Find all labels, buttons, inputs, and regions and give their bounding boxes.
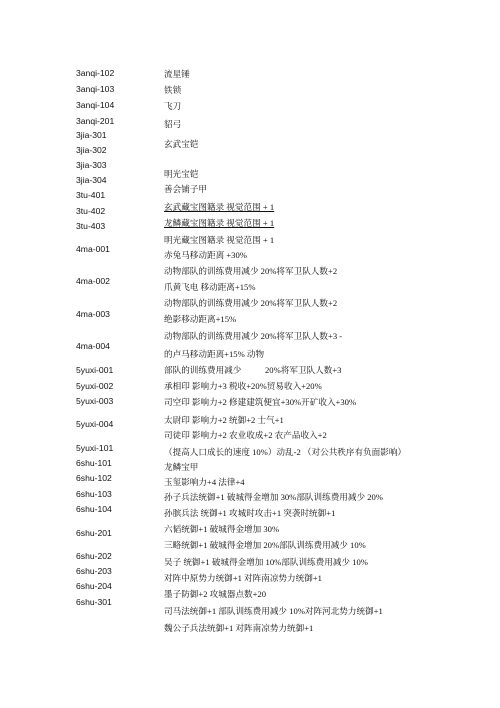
item-description: 墨子防御+2 攻城器点数+20 [164, 589, 267, 599]
item-description: 孙子兵法统御+1 破城得金增加 30%部队训练费用减少 20% [164, 492, 383, 502]
item-description: 三略统御+1 破城得金增加 20%部队训练费用减少 10% [164, 540, 366, 550]
item-id: 3tu-403 [76, 221, 106, 231]
item-id: 3anqi-102 [76, 68, 115, 78]
item-description: 司徒印 影响力+2 农业收成+2 农产品收入+2 [164, 430, 327, 440]
item-id: 6shu-102 [76, 473, 112, 483]
item-description: 的卢马移动距离+15% 动物 [164, 349, 265, 359]
item-description: （提高人口成长的速度 10%）动乱-2 （对公共秩序有负面影响） [164, 447, 407, 457]
item-id: 4ma-002 [76, 276, 110, 286]
item-description: 司马法统御+1 部队训练费用减少 10%对阵河北势力统御+1 [164, 606, 383, 616]
item-id: 3jia-304 [76, 175, 107, 185]
item-description: 流星锤 [164, 69, 190, 79]
item-description: 绝影移动距离+15% [164, 314, 237, 324]
item-description: 动物部队的训练费用减少 20%将军卫队人数+2 [164, 298, 338, 308]
item-id: 4ma-004 [76, 341, 110, 351]
item-id: 3jia-301 [76, 130, 107, 140]
item-description: 飞刀 [164, 101, 182, 111]
item-id: 5yuxi-001 [76, 365, 114, 375]
item-id: 3jia-302 [76, 145, 107, 155]
item-description: 铁锁 [164, 85, 182, 95]
item-id: 5yuxi-002 [76, 381, 114, 391]
item-description: 孙膑兵法 统御+1 攻城时攻击+1 突袭时统御+1 [164, 508, 336, 518]
item-description: 玄武宝铠 [164, 139, 199, 149]
item-description: 动物部队的训练费用减少 20%将军卫队人数+2 [164, 266, 338, 276]
item-description: 太尉印 影响力+2 统御+2 士气+1 [164, 415, 284, 425]
item-id: 6shu-301 [76, 597, 112, 607]
item-id: 6shu-203 [76, 566, 112, 576]
item-description: 六韬统御+1 破城得金增加 30% [164, 524, 280, 534]
item-description: 20%将军卫队人数+3 [265, 365, 342, 375]
item-description: 貂弓 [164, 119, 182, 129]
item-id: 6shu-103 [76, 489, 112, 499]
item-description: 部队的训练费用减少 [164, 365, 242, 375]
item-description: 吴子 统御+1 破城得金增加 10%部队训练费用减少 10% [164, 557, 368, 567]
item-description: 龙鳞宝甲 [164, 462, 199, 472]
item-id: 5yuxi-101 [76, 443, 114, 453]
item-id: 4ma-001 [76, 244, 110, 254]
item-id: 6shu-101 [76, 458, 112, 468]
item-description: 司空印 影响力+2 修建建筑便宜+30%开矿收入+30% [164, 397, 357, 407]
item-id: 4ma-003 [76, 309, 110, 319]
item-description: 对阵中原势力统御+1 对阵南凉势力统御+1 [164, 573, 322, 583]
item-id: 3anqi-103 [76, 84, 115, 94]
item-description: 承相印 影响力+3 税收+20%贸易收入+20% [164, 381, 322, 391]
item-id: 3tu-401 [76, 190, 106, 200]
item-id: 6shu-104 [76, 504, 112, 514]
item-description: 善会铺子甲 [164, 184, 207, 194]
item-id: 3jia-303 [76, 160, 107, 170]
item-id: 3tu-402 [76, 206, 106, 216]
item-description: 龙鳞藏宝图籍录 视觉范围 + 1 [164, 218, 275, 228]
item-description: 魏公子兵法统御+1 对阵南凉势力统御+1 [164, 623, 314, 633]
item-id: 6shu-202 [76, 551, 112, 561]
item-id: 3anqi-201 [76, 116, 115, 126]
item-description: 玉玺影响力+4 法律+4 [164, 477, 245, 487]
item-id: 3anqi-104 [76, 100, 115, 110]
item-description: 爪黄飞电 移动距离+15% [164, 282, 256, 292]
item-id: 6shu-204 [76, 581, 112, 591]
item-id: 6shu-201 [76, 528, 112, 538]
item-id: 5yuxi-004 [76, 419, 114, 429]
item-description: 明光藏宝图籍录 视觉范围 + 1 [164, 235, 275, 245]
item-description: 赤兔马移动距离 +30% [164, 250, 247, 260]
item-id: 5yuxi-003 [76, 396, 114, 406]
item-description: 动物部队的训练费用减少 20%将军卫队人数+3 - [164, 331, 343, 341]
item-description: 明光宝铠 [164, 169, 199, 179]
item-description: 玄武藏宝图籍录 视觉范围 + 1 [164, 202, 275, 212]
